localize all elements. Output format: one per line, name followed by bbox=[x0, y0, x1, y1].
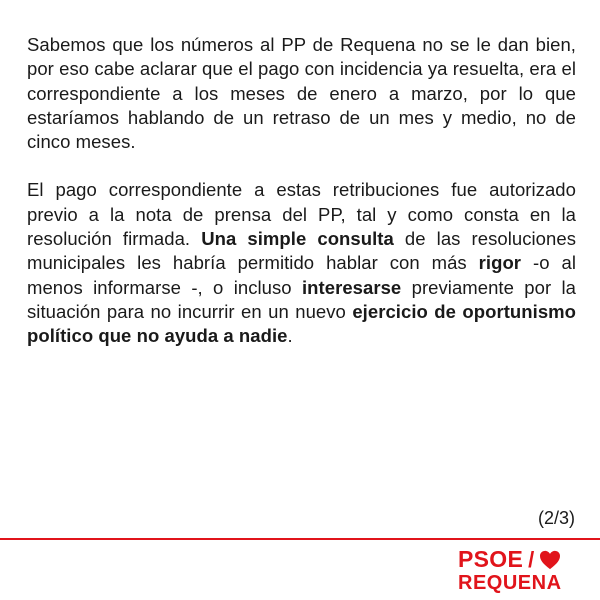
emphasis-oportunismo: ejercicio de oportunismo político que no ayuda a nadie bbox=[27, 300, 577, 347]
emphasis-simple-consulta: Una simple consulta bbox=[201, 228, 394, 250]
paragraph-2-text-b: de las resoluciones municipales les habría permitido hablar con más bbox=[27, 228, 576, 274]
logo-party: PSOE bbox=[458, 546, 524, 572]
psoe-requena-logo bbox=[458, 546, 578, 596]
paragraph-1-text: Sabemos que los números al PP de Requena no se le dan bien, por eso cabe aclarar que el pago con incidencia ya resuelta, era el correspondiente a los meses de enero a marzo, por lo que estaríamos hablando de un retraso de un mes y medio, no de cinco meses. bbox=[27, 34, 576, 153]
logo-city: REQUENA bbox=[458, 572, 562, 594]
paragraph-2-text-e: . bbox=[287, 325, 293, 347]
paragraph-2-text-c: -o al menos informarse -, o incluso bbox=[27, 252, 576, 298]
logo-line-1 bbox=[458, 546, 561, 573]
footer-divider bbox=[0, 538, 600, 540]
page-counter: (2/3) bbox=[537, 508, 575, 528]
paragraph-2-text-d: previamente por la situación para no incurrir en un nuevo bbox=[27, 276, 577, 322]
heart-icon bbox=[539, 550, 561, 570]
paragraph-2 bbox=[27, 178, 576, 348]
body-text bbox=[27, 33, 576, 349]
logo-slash: / bbox=[528, 546, 535, 572]
paragraph-1 bbox=[27, 33, 576, 154]
emphasis-interesarse: interesarse bbox=[301, 276, 402, 298]
emphasis-rigor: rigor bbox=[478, 252, 522, 274]
paragraph-2-text-a: El pago correspondiente a estas retribuciones fue autorizado previo a la nota de prensa del PP, tal y como consta en la resolución firmada. bbox=[27, 179, 576, 250]
